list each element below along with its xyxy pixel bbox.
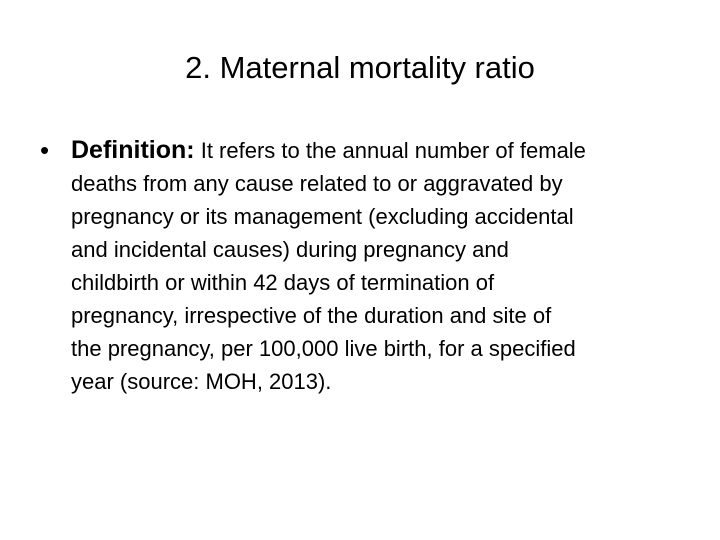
slide-title: 2. Maternal mortality ratio [185, 50, 535, 85]
definition-text [71, 134, 696, 398]
definition-term: Definition: [71, 136, 195, 164]
definition-line-7: the pregnancy, per 100,000 live birth, for a specified [71, 336, 576, 361]
definition-line-4: and incidental causes) during pregnancy and [71, 237, 509, 262]
definition-line-1 [71, 134, 696, 167]
definition-line-8: year (source: MOH, 2013). [71, 369, 332, 394]
bullet-icon: • [40, 135, 50, 165]
definition-line-3: pregnancy or its management (excluding accidental [71, 204, 574, 229]
definition-line-2: deaths from any cause related to or aggravated by [71, 171, 563, 196]
definition-line-1-text: It refers to the annual number of female [194, 138, 586, 163]
definition-line-6: pregnancy, irrespective of the duration and site of [71, 303, 552, 328]
definition-line-5: childbirth or within 42 days of termination of [71, 270, 495, 295]
